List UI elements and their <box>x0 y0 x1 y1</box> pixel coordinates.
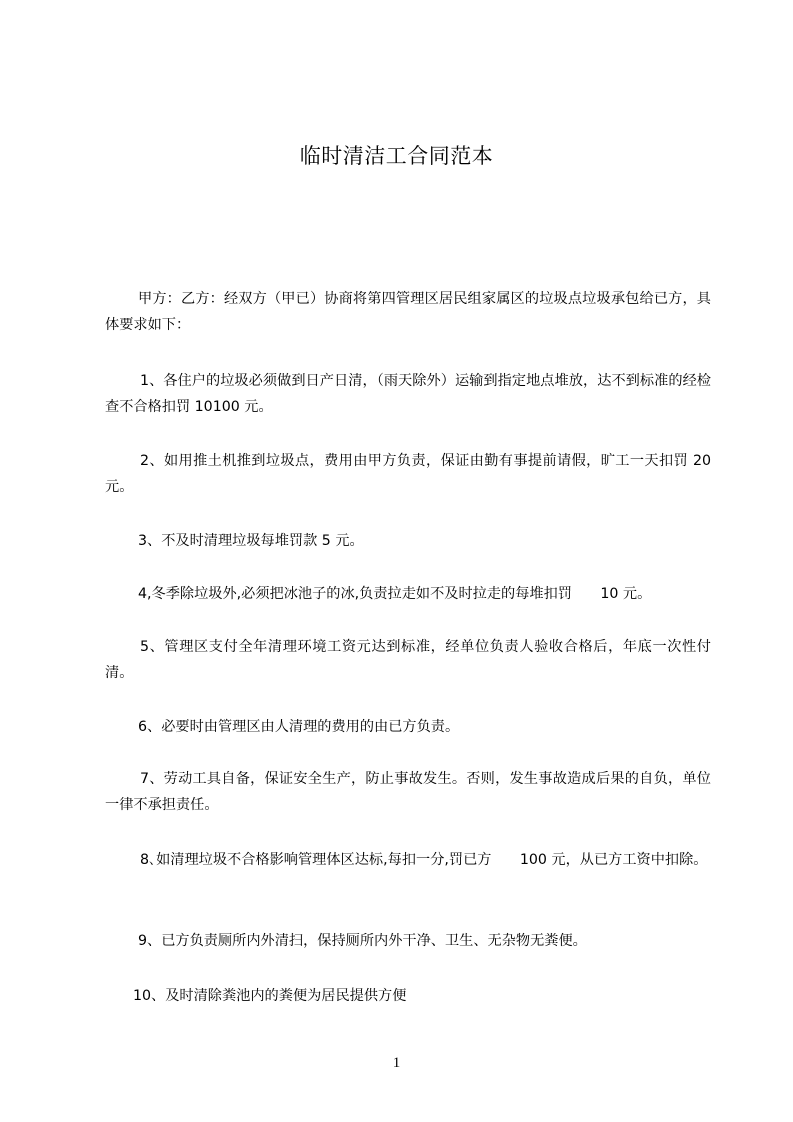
clause-2: 2、如用推土机推到垃圾点，费用由甲方负责，保证由勤有事提前请假，旷工一天扣罚 20 元。 <box>105 453 711 495</box>
clause-5: 5、管理区支付全年清理环境工资元达到标准，经单位负责人验收合格后，年底一次性付清。 <box>105 639 711 681</box>
page-number: 1 <box>392 1055 401 1071</box>
clause-6: 6、必要时由管理区由人清理的费用的由已方负责。 <box>138 719 460 735</box>
document-title: 临时清洁工合同范本 <box>299 144 494 168</box>
intro-paragraph: 甲方：乙方：经双方（甲已）协商将第四管理区居民组家属区的垃圾点垃圾承包给已方，具体要求如下： <box>105 291 711 333</box>
clause-7: 7、劳动工具自备，保证安全生产，防止事故发生。否则，发生事故造成后果的自负，单位一律不承担责任。 <box>105 771 711 813</box>
clause-9: 9、已方负责厕所内外清扫，保持厕所内外干净、卫生、无杂物无粪便。 <box>138 933 587 949</box>
clause-4: 4,冬季除垃圾外,必须把冰池子的冰,负责拉走如不及时拉走的每堆扣罚 10 元。 <box>138 586 652 602</box>
clause-3: 3、不及时清理垃圾每堆罚款 5 元。 <box>138 533 364 549</box>
clause-8: 8､如清理垃圾不合格影响管理体区达标,每扣一分,罚已方 100 元，从已方工资中扣除。 <box>140 852 708 868</box>
clause-1: 1、各住户的垃圾必须做到日产日清，（雨天除外）运输到指定地点堆放，达不到标准的经检查不合格扣罚 10100 元。 <box>105 373 711 415</box>
clause-10: 10、及时清除粪池内的粪便为居民提供方便 <box>133 988 407 1004</box>
